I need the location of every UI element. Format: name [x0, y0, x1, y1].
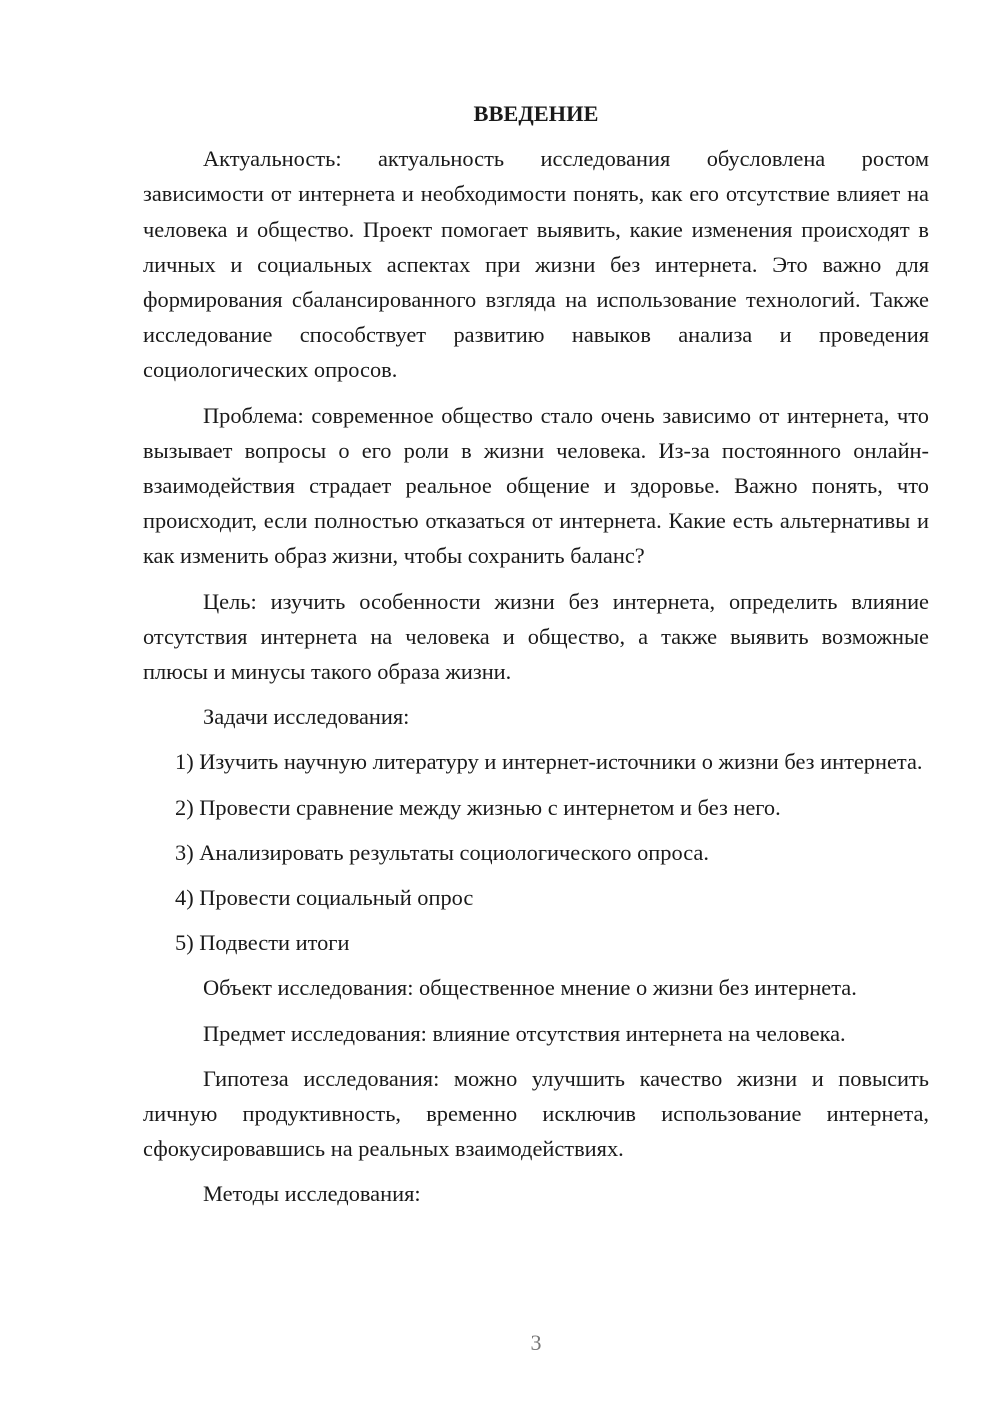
task-item-1: 1) Изучить научную литературу и интернет-источники о жизни без интернета.: [175, 749, 923, 775]
page-title: ВВЕДЕНИЕ: [473, 101, 599, 126]
task-item-5: 5) Подвести итоги: [175, 930, 350, 956]
task-item-4: 4) Провести социальный опрос: [175, 885, 474, 911]
paragraph-subject: Предмет исследования: влияние отсутствия интернета на человека.: [203, 1020, 846, 1046]
tasks-heading: Задачи исследования:: [203, 704, 410, 730]
paragraph-problem: Проблема: современное общество стало очень зависимо от интернета, что вызывает вопросы о его роли в жизни человека. Из-за постоянного онлайн-взаимодействия страдает реальное общение и здоровье. Важно понять, что происходит, если полностью отказаться от интернета. Какие есть альтернативы и как изменить образ жизни, чтобы сохранить баланс?: [143, 402, 929, 569]
task-item-2: 2) Провести сравнение между жизнью с интернетом и без него.: [175, 794, 781, 820]
task-item-3: 3) Анализировать результаты социологического опроса.: [175, 839, 709, 865]
page-number: 3: [530, 1330, 542, 1355]
paragraph-goal: Цель: изучить особенности жизни без интернета, определить влияние отсутствия интернета на человека и общество, а также выявить возможные плюсы и минусы такого образа жизни.: [143, 588, 929, 685]
paragraph-relevance: Актуальность: актуальность исследования обусловлена ростом зависимости от интернета и необходимости понять, как его отсутствие влияет на человека и общество. Проект помогает выявить, какие изменения происходят в личных и социальных аспектах при жизни без интернета. Это важно для формирования сбалансированного взгляда на использование технологий. Также исследование способствует развитию навыков анализа и проведения социологических опросов.: [143, 146, 929, 383]
paragraph-methods: Методы исследования:: [203, 1181, 421, 1207]
paragraph-object: Объект исследования: общественное мнение о жизни без интернета.: [203, 975, 857, 1001]
paragraph-hypothesis: Гипотеза исследования: можно улучшить качество жизни и повысить личную продуктивность, временно исключив использование интернета, сфокусировавшись на реальных взаимодействиях.: [143, 1065, 929, 1162]
page-content: [143, 96, 929, 1212]
